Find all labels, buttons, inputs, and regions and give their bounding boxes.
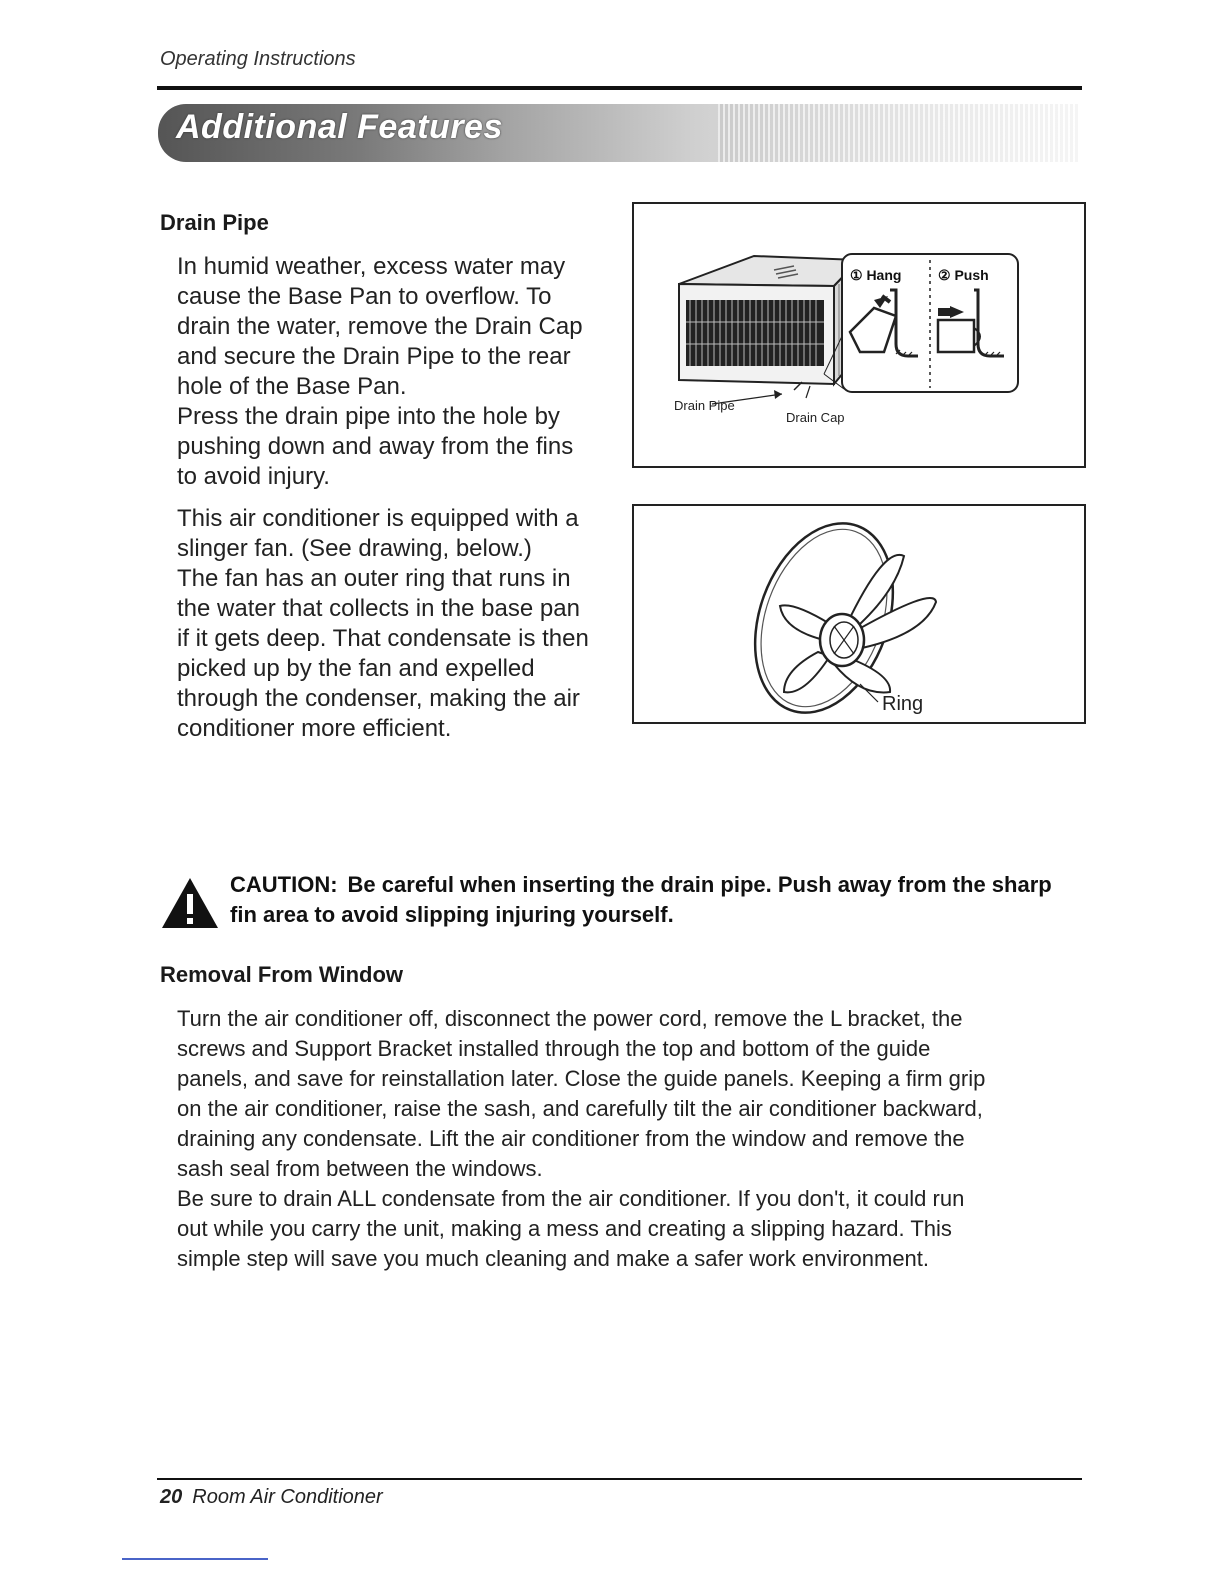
caution-message: Be careful when inserting the drain pipe. Push away from the sharp fin area to avoid slipping injuring yourself. [230,872,1052,927]
text-line: the water that collects in the base pan [177,595,580,622]
footer [160,1486,383,1509]
text-line: panels, and save for reinstallation later. Close the guide panels. Keeping a firm grip [177,1066,986,1091]
caution-text [230,870,1070,930]
hang-label: ① Hang [850,267,902,283]
drain-pipe-illustration [634,204,1084,466]
text-line: on the air conditioner, raise the sash, and carefully tilt the air conditioner backward, [177,1096,983,1121]
text-line: screws and Support Bracket installed through the top and bottom of the guide [177,1036,931,1061]
page-number: 20 [160,1486,183,1508]
text-line: sash seal from between the windows. [177,1156,543,1181]
text-line: Turn the air conditioner off, disconnect the power cord, remove the L bracket, the [177,1006,963,1031]
text-line: if it gets deep. That condensate is then [177,625,589,652]
text-line: conditioner more efficient. [177,715,452,742]
section-title: Additional Features [176,108,503,146]
text-line: to avoid injury. [177,463,330,490]
ring-label: Ring [882,693,924,715]
product-name: Room Air Conditioner [192,1486,383,1508]
removal-paragraph [177,1004,1077,1274]
text-line: drain the water, remove the Drain Cap [177,313,583,340]
drain-pipe-label: Drain Pipe [674,398,735,413]
text-line: Press the drain pipe into the hole by [177,403,560,430]
footer-rule [157,1478,1082,1480]
text-line: and secure the Drain Pipe to the rear [177,343,571,370]
text-line: cause the Base Pan to overflow. To [177,283,552,310]
slinger-fan-figure [632,504,1086,724]
text-line: In humid weather, excess water may [177,253,566,280]
text-line: Be sure to drain ALL condensate from the air conditioner. If you don't, it could run [177,1186,965,1211]
slinger-fan-illustration [634,506,1084,722]
text-line: out while you carry the unit, making a mess and creating a slipping hazard. This [177,1216,952,1241]
text-line: draining any condensate. Lift the air conditioner from the window and remove the [177,1126,965,1151]
drain-pipe-figure [632,202,1086,468]
warning-triangle-icon [160,876,220,930]
scan-artifact-line [122,1558,268,1560]
banner-stripes [718,104,1078,162]
drain-pipe-heading: Drain Pipe [160,210,269,235]
drain-pipe-paragraph-2 [177,504,627,744]
text-line: pushing down and away from the fins [177,433,574,460]
drain-cap-label: Drain Cap [786,410,845,425]
text-line: slinger fan. (See drawing, below.) [177,535,532,562]
header-rule [157,86,1082,90]
caution-label: CAUTION: [230,872,338,897]
drain-pipe-paragraph-1 [177,252,627,492]
text-line: picked up by the fan and expelled [177,655,535,682]
text-line: hole of the Base Pan. [177,373,407,400]
running-head: Operating Instructions [160,48,356,70]
push-label: ② Push [938,267,989,283]
text-line: simple step will save you much cleaning and make a safer work environment. [177,1246,930,1271]
text-line: This air conditioner is equipped with a [177,505,579,532]
removal-heading: Removal From Window [160,962,404,987]
text-line: through the condenser, making the air [177,685,580,712]
text-line: The fan has an outer ring that runs in [177,565,571,592]
